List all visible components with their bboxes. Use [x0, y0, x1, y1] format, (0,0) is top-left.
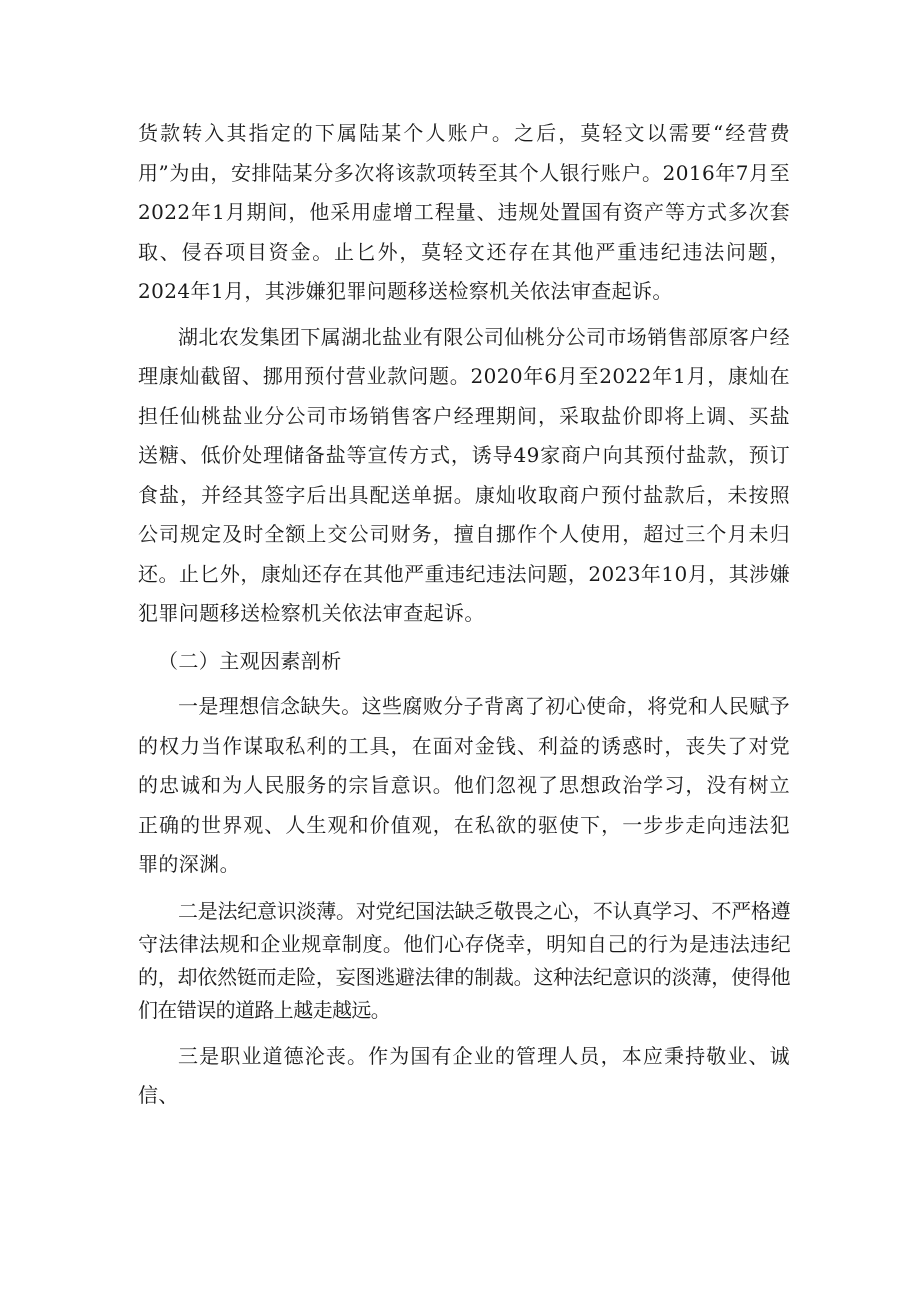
paragraph-professional-ethics: 三是职业道德沦丧。作为国有企业的管理人员，本应秉持敬业、诚信、 — [138, 1043, 790, 1107]
section-heading: （二）主观因素剖析 — [158, 648, 342, 673]
paragraph-ideals: 一是理想信念缺失。这些腐败分子背离了初心使命，将党和人民赋予的权力当作谋取私利的工具，在面对金钱、利益的诱惑时，丧失了对党的忠诚和为人民服务的宗旨意识。他们忽视了思想政治学习，没有树立正确的世界观、人生观和价值观，在私欲的驱使下，一步步走向违法犯罪的深渊。 — [138, 694, 790, 876]
paragraph-case-mo: 货款转入其指定的下属陆某个人账户。之后，莫轻文以需要“经营费用”为由，安排陆某分多次将该款项转至其个人银行账户。2016年7月至2022年1月期间，他采用虚增工程量、违规处置国有资产等方式多次套取、侵吞项目资金。止匕外，莫轻文还存在其他严重违纪违法问题，2024年1月，其涉嫌犯罪问题移送检察机关依法审查起诉。 — [138, 121, 790, 303]
paragraph-legal-awareness: 二是法纪意识淡薄。对党纪国法缺乏敬畏之心，不认真学习、不严格遵守法律法规和企业规章制度。他们心存侥幸，明知自己的行为是违法违纪的，却依然铤而走险，妄图逃避法律的制裁。这种法纪意识的淡薄，使得他们在错误的道路上越走越远。 — [138, 898, 790, 1022]
paragraph-case-kang: 湖北农发集团下属湖北盐业有限公司仙桃分公司市场销售部原客户经理康灿截留、挪用预付营业款问题。2020年6月至2022年1月，康灿在担任仙桃盐业分公司市场销售客户经理期间，采取盐价即将上调、买盐送糖、低价处理储备盐等宣传方式，诱导49家商户向其预付盐款，预订食盐，并经其签字后出具配送单据。康灿收取商户预付盐款后，未按照公司规定及时全额上交公司财务，擅自挪作个人使用，超过三个月未归还。止匕外，康灿还存在其他严重违纪违法问题，2023年10月，其涉嫌犯罪问题移送检察机关依法审查起诉。 — [138, 324, 790, 625]
document-body — [138, 114, 790, 1116]
